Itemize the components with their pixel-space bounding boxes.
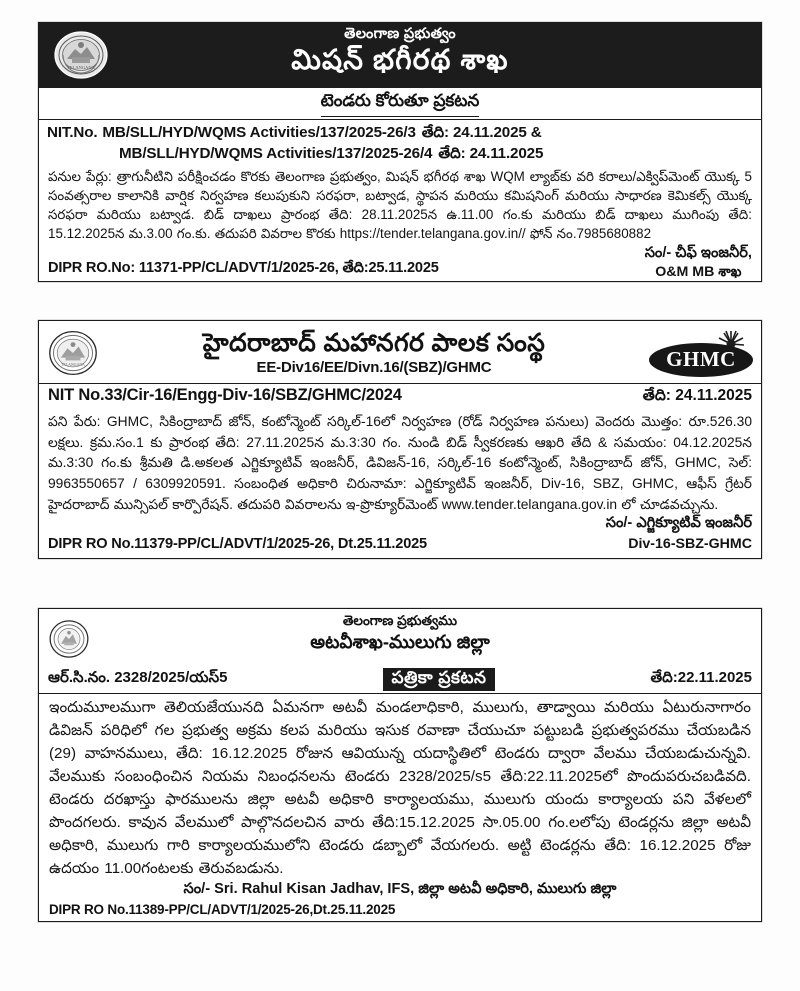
notice3-govt-line: తెలంగాణ ప్రభుత్వము: [342, 613, 458, 628]
notice2-dipr-ro: DIPR RO No.11379-PP/CL/ADVT/1/2025-26, Dt.25.11.2025: [48, 536, 427, 553]
notice2-date-value: 24.11.2025: [675, 387, 752, 404]
notice3-department: అటవీశాఖ-ములుగు జిల్లా: [310, 631, 490, 653]
notice1-nit-suffix: &: [530, 124, 542, 141]
notice3-press-badge: పత్రికా ప్రకటన: [383, 668, 496, 691]
notice1-subheading: [39, 87, 761, 119]
notice2-sign-name: సం/- ఎగ్జిక్యూటివ్ ఇంజనీర్: [605, 515, 752, 532]
notice1-sign-designation: O&M MB శాఖ: [655, 263, 742, 280]
notice1-sign-name: సం/- చీఫ్ ఇంజనీర్,: [644, 245, 752, 262]
notice2-header: [39, 321, 761, 383]
notice3-rc-number: ఆర్.సి.నం. 2328/2025/యస్5: [48, 668, 228, 686]
notice3-dipr-ro: DIPR RO No.11389-PP/CL/ADVT/1/2025-26,Dt.25.11.2025: [49, 902, 396, 918]
ghmc-logo-icon: [649, 329, 753, 377]
notice2-title: హైదరాబాద్ మహానగర పాలక సంస్థ: [202, 329, 546, 358]
notice-forest-department-mulugu: [38, 608, 762, 922]
notice2-date: [643, 387, 752, 408]
notice3-signature: సం/- Sri. Rahul Kisan Jadhav, IFS, జిల్లా అటవీ అధికారి, ములుగు జిల్లా: [183, 881, 617, 898]
notice2-body-text: పని పేరు: GHMC, సికింద్రాబాద్ జోన్, కంటోన్మెంట్ సర్కిల్-16లో నిర్వహణ (రోడ్ నిర్వహణ పనులు) వెందరు మొత్తం: రూ.526.30 లక్షలు. క్రమ.సం.1 కు ప్రారంభ తేది: 27.11.2025న మ.3:30 గం. నుండి బిడ్ స్వీకరణకు ఆఖరి తేది & సమయం: 04.12.2025న మ.3:30 గం.కు శ్రీమతి డి.అకలత ఎగ్జిక్యూటివ్ ఇంజనీర్, డివిజన్-16, సర్కిల్-16 కంటోన్మెంట్, సికింద్రాబాద్ జోన్, GHMC, సెల్: 9963550657 / 6309920591. సంబంధిత అధికారి చిరునామా: ఎగ్జిక్యూటివ్ ఇంజనీర్, Div-16, SBZ, GHMC, ఆఫీస్ గ్రేటర్ హైదరాబాద్ మున్సిపల్ కార్పొరేషన్. తదుపరి వివరాలను ఇ-ప్రొక్యూర్‌మెంట్ www.tender.telangana.gov.in లో చూడవచ్చును.: [48, 414, 752, 512]
notice1-header-band: [39, 23, 761, 87]
notice3-date-value: 22.11.2025: [677, 668, 752, 686]
notice3-date-label: తేది:: [650, 668, 678, 686]
notice-ghmc: [38, 320, 762, 559]
notice-mission-bhagiratha: [38, 22, 762, 282]
notice3-rc-row: [39, 667, 761, 693]
notice1-body-text: పనుల పేర్లు: త్రాగునీటిని పరీక్షించడం కొరకు తెలంగాణ ప్రభుత్వం, మిషన్ భగీరథ శాఖ WQM ల్యాబ్‌కు వరి కరాలు/ఎక్విప్‌మెంట్ యొక్క 5 సంవత్సరాల కాలానికి వార్షిక నిర్వహణ కలుపుకుని సరఫరా, బట్వాడ, స్థాపన మరియు కమిషనింగ్ మరియు సాధారణ కెమికల్స్ యొక్క సరఫరా మరియు బట్వాడ. బిడ్ దాఖలు ప్రారంభ తేది: 28.11.2025న ఉ.11.00 గం.కు మరియు బిడ్ దాఖలు ముగింపు తేది: 15.12.2025న మ.3.00 గం.కు. తదుపరి వివరాల కొరకు https://tender.telangana.gov.in// ఫోన్ నం.7985680882: [48, 169, 752, 242]
telangana-emblem-icon: [47, 613, 91, 661]
notice2-nit-row: [39, 383, 761, 409]
notice1-nit-block: [39, 119, 761, 164]
notice1-govt-line: తెలంగాణ ప్రభుత్వం: [344, 26, 456, 42]
notice2-date-label: తేది:: [642, 387, 671, 404]
notice1-nit-row-1: [47, 123, 753, 144]
notice1-nit-date-1: 24.11.2025: [452, 124, 527, 141]
notice1-subheading-text: టెండరు కోరుతూ ప్రకటన: [321, 91, 480, 117]
notice3-body-text: ఇందుమూలముగా తెలియజేయునది ఏమనగా అటవీ మండలాధికారి, ములుగు, తాడ్వాయి మరియు ఏటురునాగారం డివిజన్ పరిధిలో గల ప్రభుత్వ అక్రమ కలప మరియు ఇసుక రవాణా చేయుచూ పట్టుబడి ప్రభుత్వపరము చేయబడిన (29) వాహనములు, తేది: 16.12.2025 రోజున ఆవియున్న యదాస్థితిలో టెండరు ద్వారా వేలము చేయబడుచున్నవి. వేలముకు సంబంధించిన నియమ నిబంధనలను టెండరు 2328/2025/s5 తేది:22.11.2025లో పొందుపరుచబడివది. టెండరు దరఖాస్తు ఫారములను జిల్లా అటవీ అధికారి కార్యాలయము, ములుగు యందు కార్యాలయ పని వేళలలో పొందగలరు. కావున వేలములో పాల్గొనదలచిన వారు తేది:15.12.2025 సా.05.00 గం.లలోపు టెండర్లను జిల్లా అటవీ అధికారి, ములుగు గారి కార్యాలయములోని టెండరు డబ్బాలో వేయగలరు. అట్టి టెండర్లను తేది: 16.12.2025 రోజు ఉదయం 11.00గంటలకు తెరువబడును.: [39, 693, 761, 881]
notice1-nit-number-1: MB/SLL/HYD/WQMS Activities/137/2025-26/3: [102, 124, 416, 141]
svg-text:TELANGANA: TELANGANA: [67, 65, 95, 70]
ghmc-logo-text: GHMC: [666, 347, 736, 371]
notice2-subtitle: EE-Div16/EE/Divn.16/(SBZ)/GHMC: [256, 358, 492, 376]
notice2-sign-designation: Div-16-SBZ-GHMC: [628, 536, 752, 553]
notice3-date: [650, 669, 752, 690]
telangana-emblem-icon: [47, 327, 99, 379]
notice1-nit-date-label-2: తేది:: [438, 144, 466, 162]
notice1-nit-label: NIT.No.: [47, 124, 98, 141]
notice2-nit-number: NIT No.33/Cir-16/Engg-Div-16/SBZ/GHMC/2024: [48, 386, 402, 404]
notice1-nit-date-label-1: తేది:: [421, 124, 449, 141]
notice1-department: మిషన్ భగీరథ శాఖ: [291, 43, 509, 75]
notice1-dipr-ro: DIPR RO.No: 11371-PP/CL/ADVT/1/2025-26, తేది:25.11.2025: [48, 260, 439, 276]
telangana-emblem-icon: [53, 27, 109, 83]
notice1-nit-row-2: [47, 144, 753, 165]
svg-text:TELANGANA: TELANGANA: [61, 363, 85, 367]
notice3-header: [39, 609, 761, 669]
notice1-nit-number-2: MB/SLL/HYD/WQMS Activities/137/2025-26/4: [119, 144, 433, 162]
notice1-nit-date-2: 24.11.2025: [469, 144, 544, 162]
